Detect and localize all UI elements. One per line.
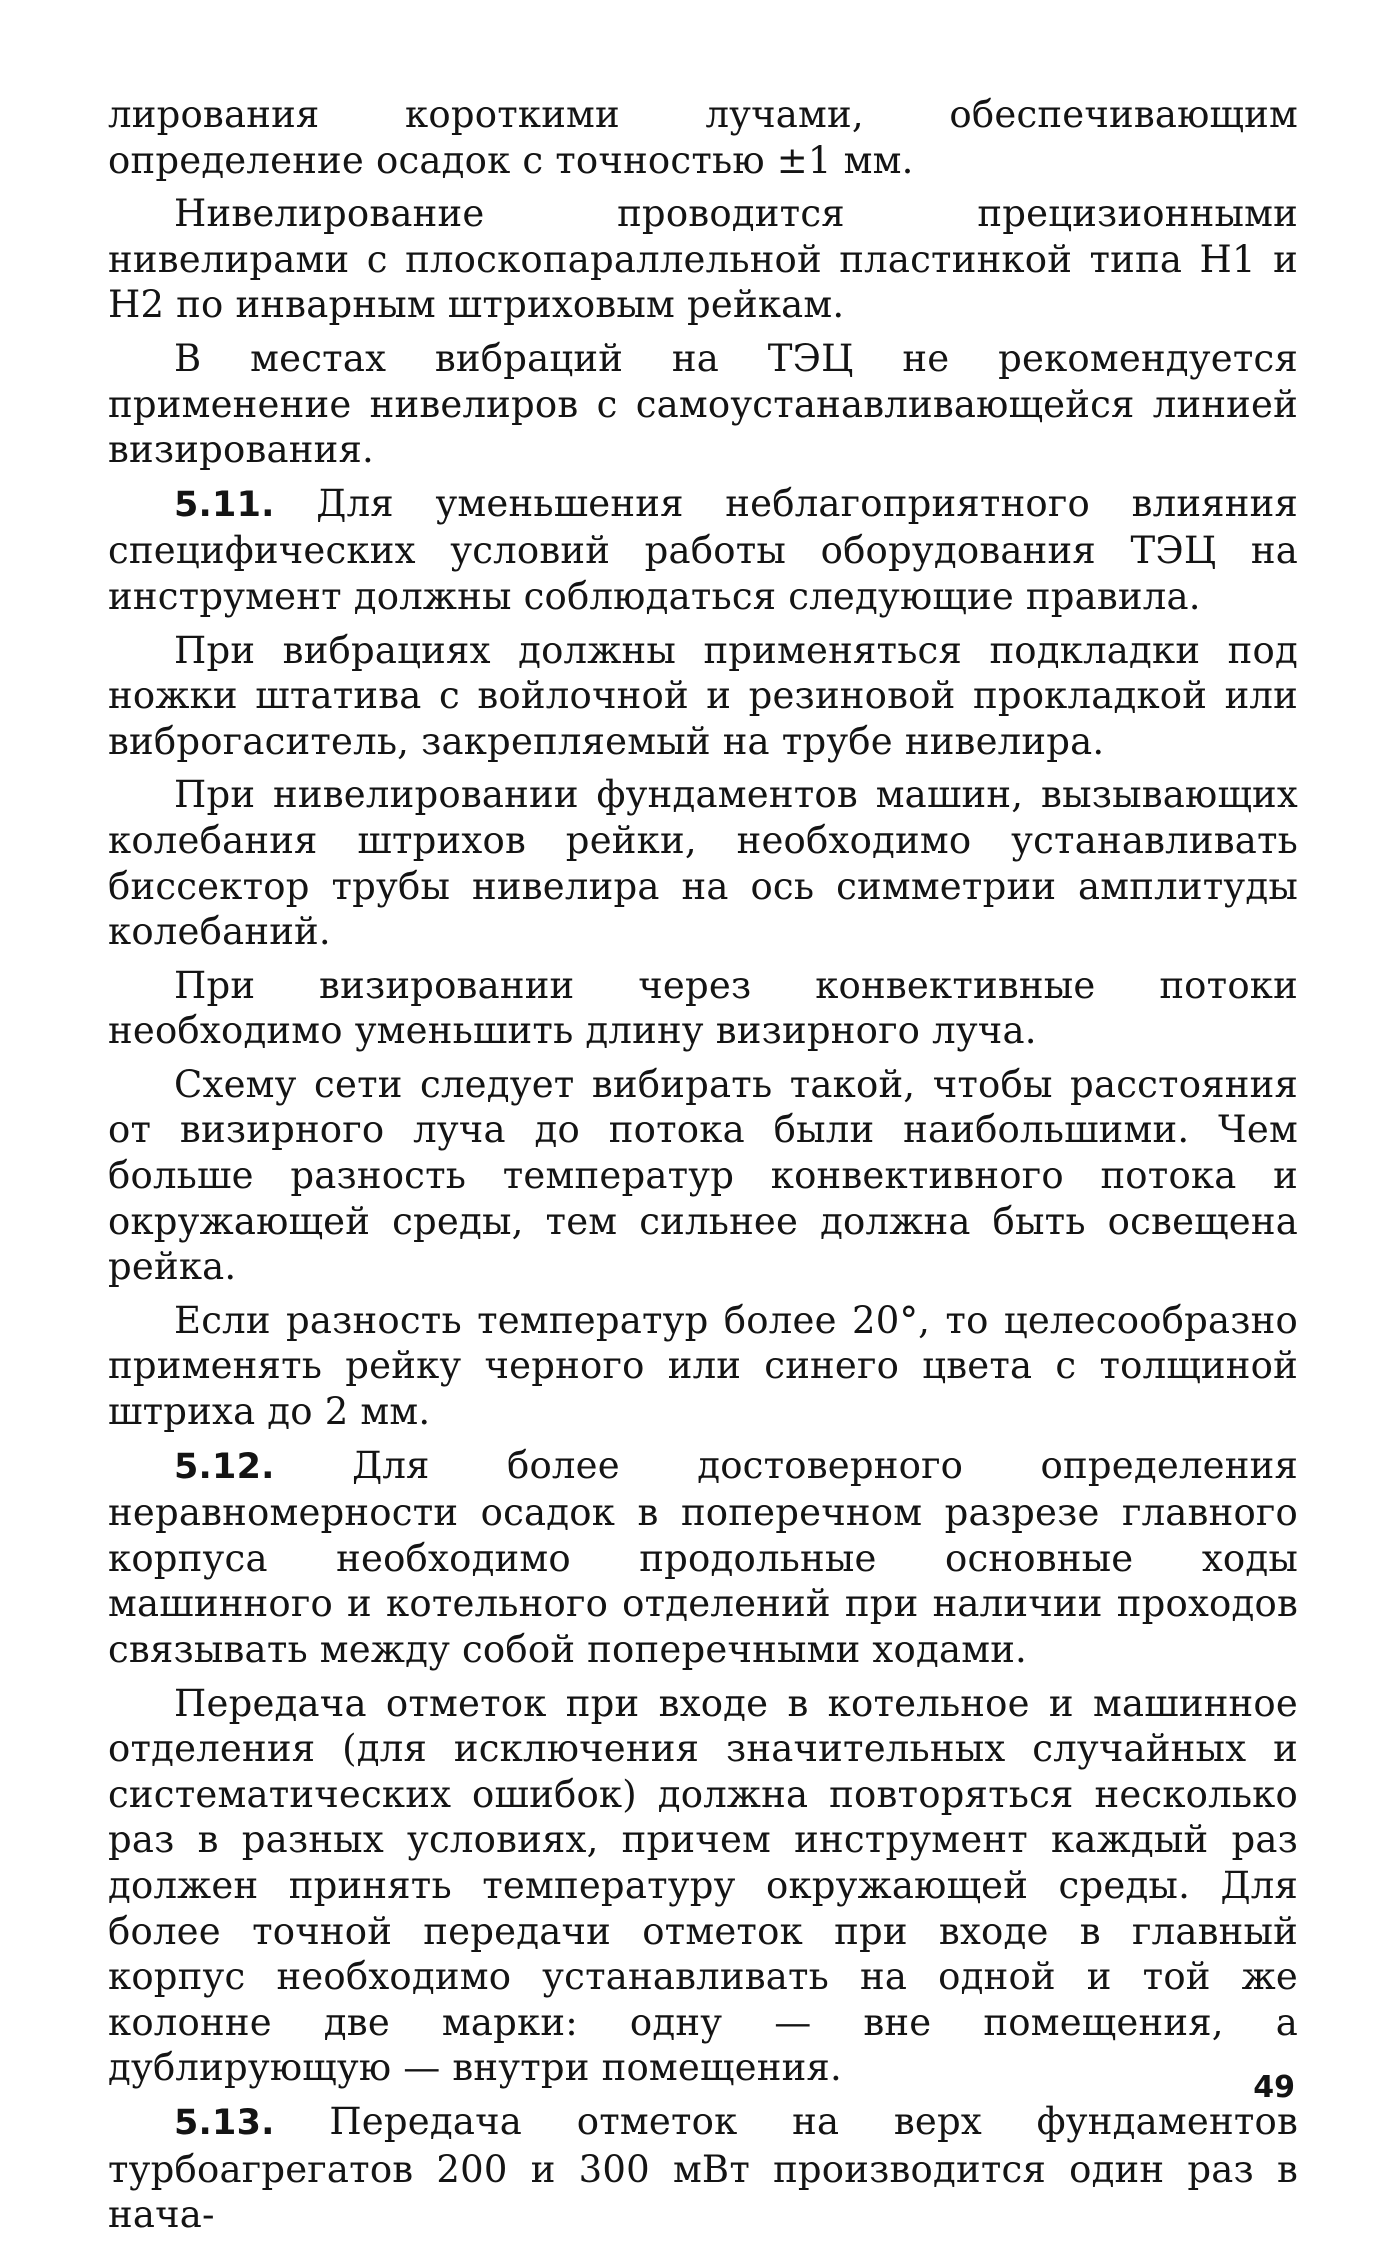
paragraph-text: Схему сети следует вибирать такой, чтобы расстояния от визирного луча до потока были наибольшими. Чем больше разность температур конвективного потока и окружающей среды, тем сильнее должна быть освещена рейка. — [108, 1062, 1298, 1289]
paragraph-text: Если разность температур более 20°, то целесообразно применять рейку черного или синего цвета с толщиной штриха до 2 мм. — [108, 1298, 1298, 1434]
paragraph-text: В местах вибраций на ТЭЦ не рекомендуется применение нивелиров с самоустанавливающейся линией визирования. — [108, 336, 1298, 472]
paragraph-text: лирования короткими лучами, обеспечивающим определение осадок с точностью ±1 мм. — [108, 93, 1298, 182]
paragraph — [108, 191, 1298, 328]
paragraph — [108, 963, 1298, 1054]
page-number: 49 — [1253, 2070, 1295, 2105]
paragraph-text: Нивелирование проводится прецизионными нивелирами с плоскопараллельной пластинкой типа Н1 и Н2 по инварным штриховым рейкам. — [108, 192, 1298, 327]
section-number: 5.11. — [174, 484, 275, 525]
paragraph — [108, 1681, 1298, 2091]
paragraph — [108, 481, 1298, 620]
paragraph-text: Передача отметок на верх фундаментов турбоагрегатов 200 и 300 мВт производится один раз в нача- — [108, 2099, 1298, 2237]
paragraph — [108, 336, 1298, 473]
section-number: 5.13. — [174, 2102, 275, 2143]
paragraph-text: При визировании через конвективные потоки необходимо уменьшить длину визирного луча. — [108, 963, 1298, 1053]
page-body — [108, 92, 1298, 2246]
paragraph — [108, 2099, 1298, 2238]
paragraph — [108, 92, 1298, 183]
paragraph-text: При нивелировании фундаментов машин, вызывающих колебания штрихов рейки, необходимо устанавливать биссектор трубы нивелира на ось симметрии амплитуды колебаний. — [108, 773, 1298, 954]
paragraph — [108, 628, 1298, 765]
paragraph-text: Для уменьшения неблагоприятного влияния специфических условий работы оборудования ТЭЦ на инструмент должны соблюдаться следующие правила. — [108, 481, 1298, 618]
paragraph-text: Для более достоверного определения неравномерности осадок в поперечном разрезе главного корпуса необходимо продольные основные ходы машинного и котельного отделений при наличии проходов связывать между собой поперечными ходами. — [108, 1443, 1299, 1671]
paragraph-text: При вибрациях должны применяться подкладки под ножки штатива с войлочной и резиновой прокладкой или виброгаситель, закрепляемый на трубе нивелира. — [108, 628, 1298, 763]
paragraph — [108, 1298, 1298, 1435]
paragraph — [108, 1062, 1298, 1290]
paragraph — [108, 1443, 1298, 1673]
section-number: 5.12. — [174, 1446, 275, 1487]
paragraph-text: Передача отметок при входе в котельное и машинное отделения (для исключения значительных случайных и систематических ошибок) должна повторяться несколько раз в разных условиях, причем инструмент каждый раз должен принять температуру окружающей среды. Для более точной передачи отметок при входе в главный корпус необходимо устанавливать на одной и той же колонне две марки: одну — вне помещения, а дублирующую — внутри помещения. — [108, 1681, 1298, 2090]
paragraph — [108, 772, 1298, 954]
